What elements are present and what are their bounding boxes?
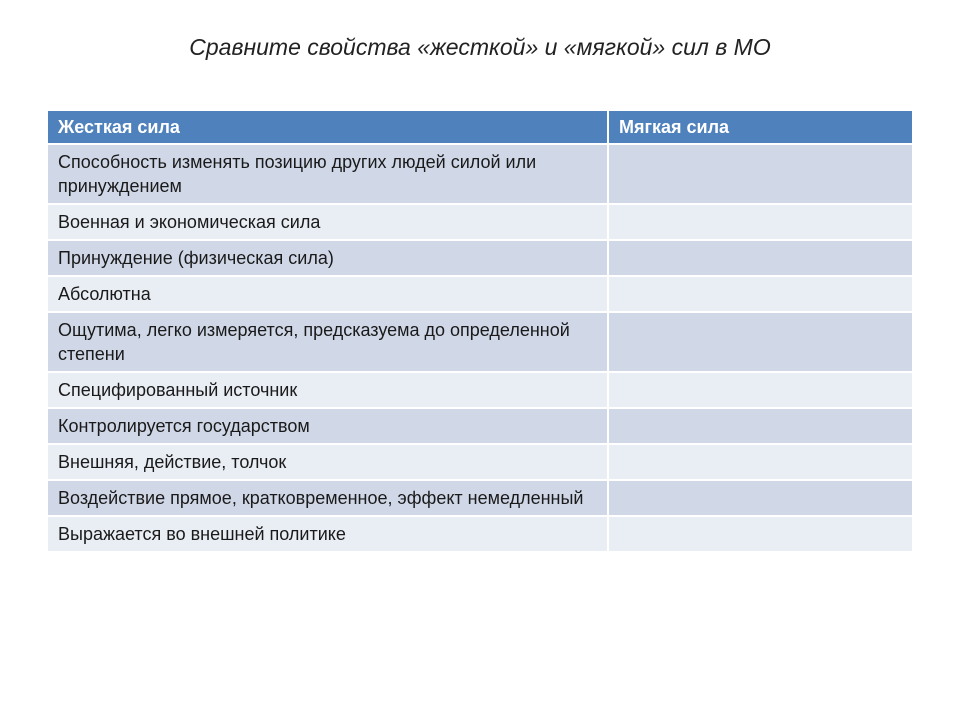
- table-row: [48, 204, 912, 240]
- cell-soft-power: [608, 408, 912, 444]
- cell-hard-power: Воздействие прямое, кратковременное, эффект немедленный: [48, 480, 608, 516]
- cell-soft-power: [608, 144, 912, 204]
- cell-hard-power: Выражается во внешней политике: [48, 516, 608, 551]
- table-row: [48, 372, 912, 408]
- cell-hard-power: Военная и экономическая сила: [48, 204, 608, 240]
- cell-soft-power: [608, 276, 912, 312]
- cell-soft-power: [608, 444, 912, 480]
- table-row: [48, 408, 912, 444]
- cell-hard-power: Абсолютна: [48, 276, 608, 312]
- table-row: [48, 144, 912, 204]
- table-header-row: [48, 111, 912, 144]
- header-hard-power: Жесткая сила: [48, 111, 608, 144]
- cell-hard-power: Внешняя, действие, толчок: [48, 444, 608, 480]
- cell-hard-power: Способность изменять позицию других людей силой или принуждением: [48, 144, 608, 204]
- cell-hard-power: Специфированный источник: [48, 372, 608, 408]
- slide-title: Сравните свойства «жесткой» и «мягкой» сил в МО: [189, 34, 771, 60]
- header-soft-power: Мягкая сила: [608, 111, 912, 144]
- cell-soft-power: [608, 204, 912, 240]
- table-row: [48, 276, 912, 312]
- table-row: [48, 240, 912, 276]
- cell-soft-power: [608, 516, 912, 551]
- cell-hard-power: Ощутима, легко измеряется, предсказуема до определенной степени: [48, 312, 608, 372]
- cell-hard-power: Принуждение (физическая сила): [48, 240, 608, 276]
- cell-soft-power: [608, 372, 912, 408]
- cell-soft-power: [608, 312, 912, 372]
- table-row: [48, 444, 912, 480]
- table-row: [48, 516, 912, 551]
- table-row: [48, 480, 912, 516]
- table-row: [48, 312, 912, 372]
- cell-soft-power: [608, 480, 912, 516]
- cell-soft-power: [608, 240, 912, 276]
- cell-hard-power: Контролируется государством: [48, 408, 608, 444]
- comparison-table: [48, 111, 912, 551]
